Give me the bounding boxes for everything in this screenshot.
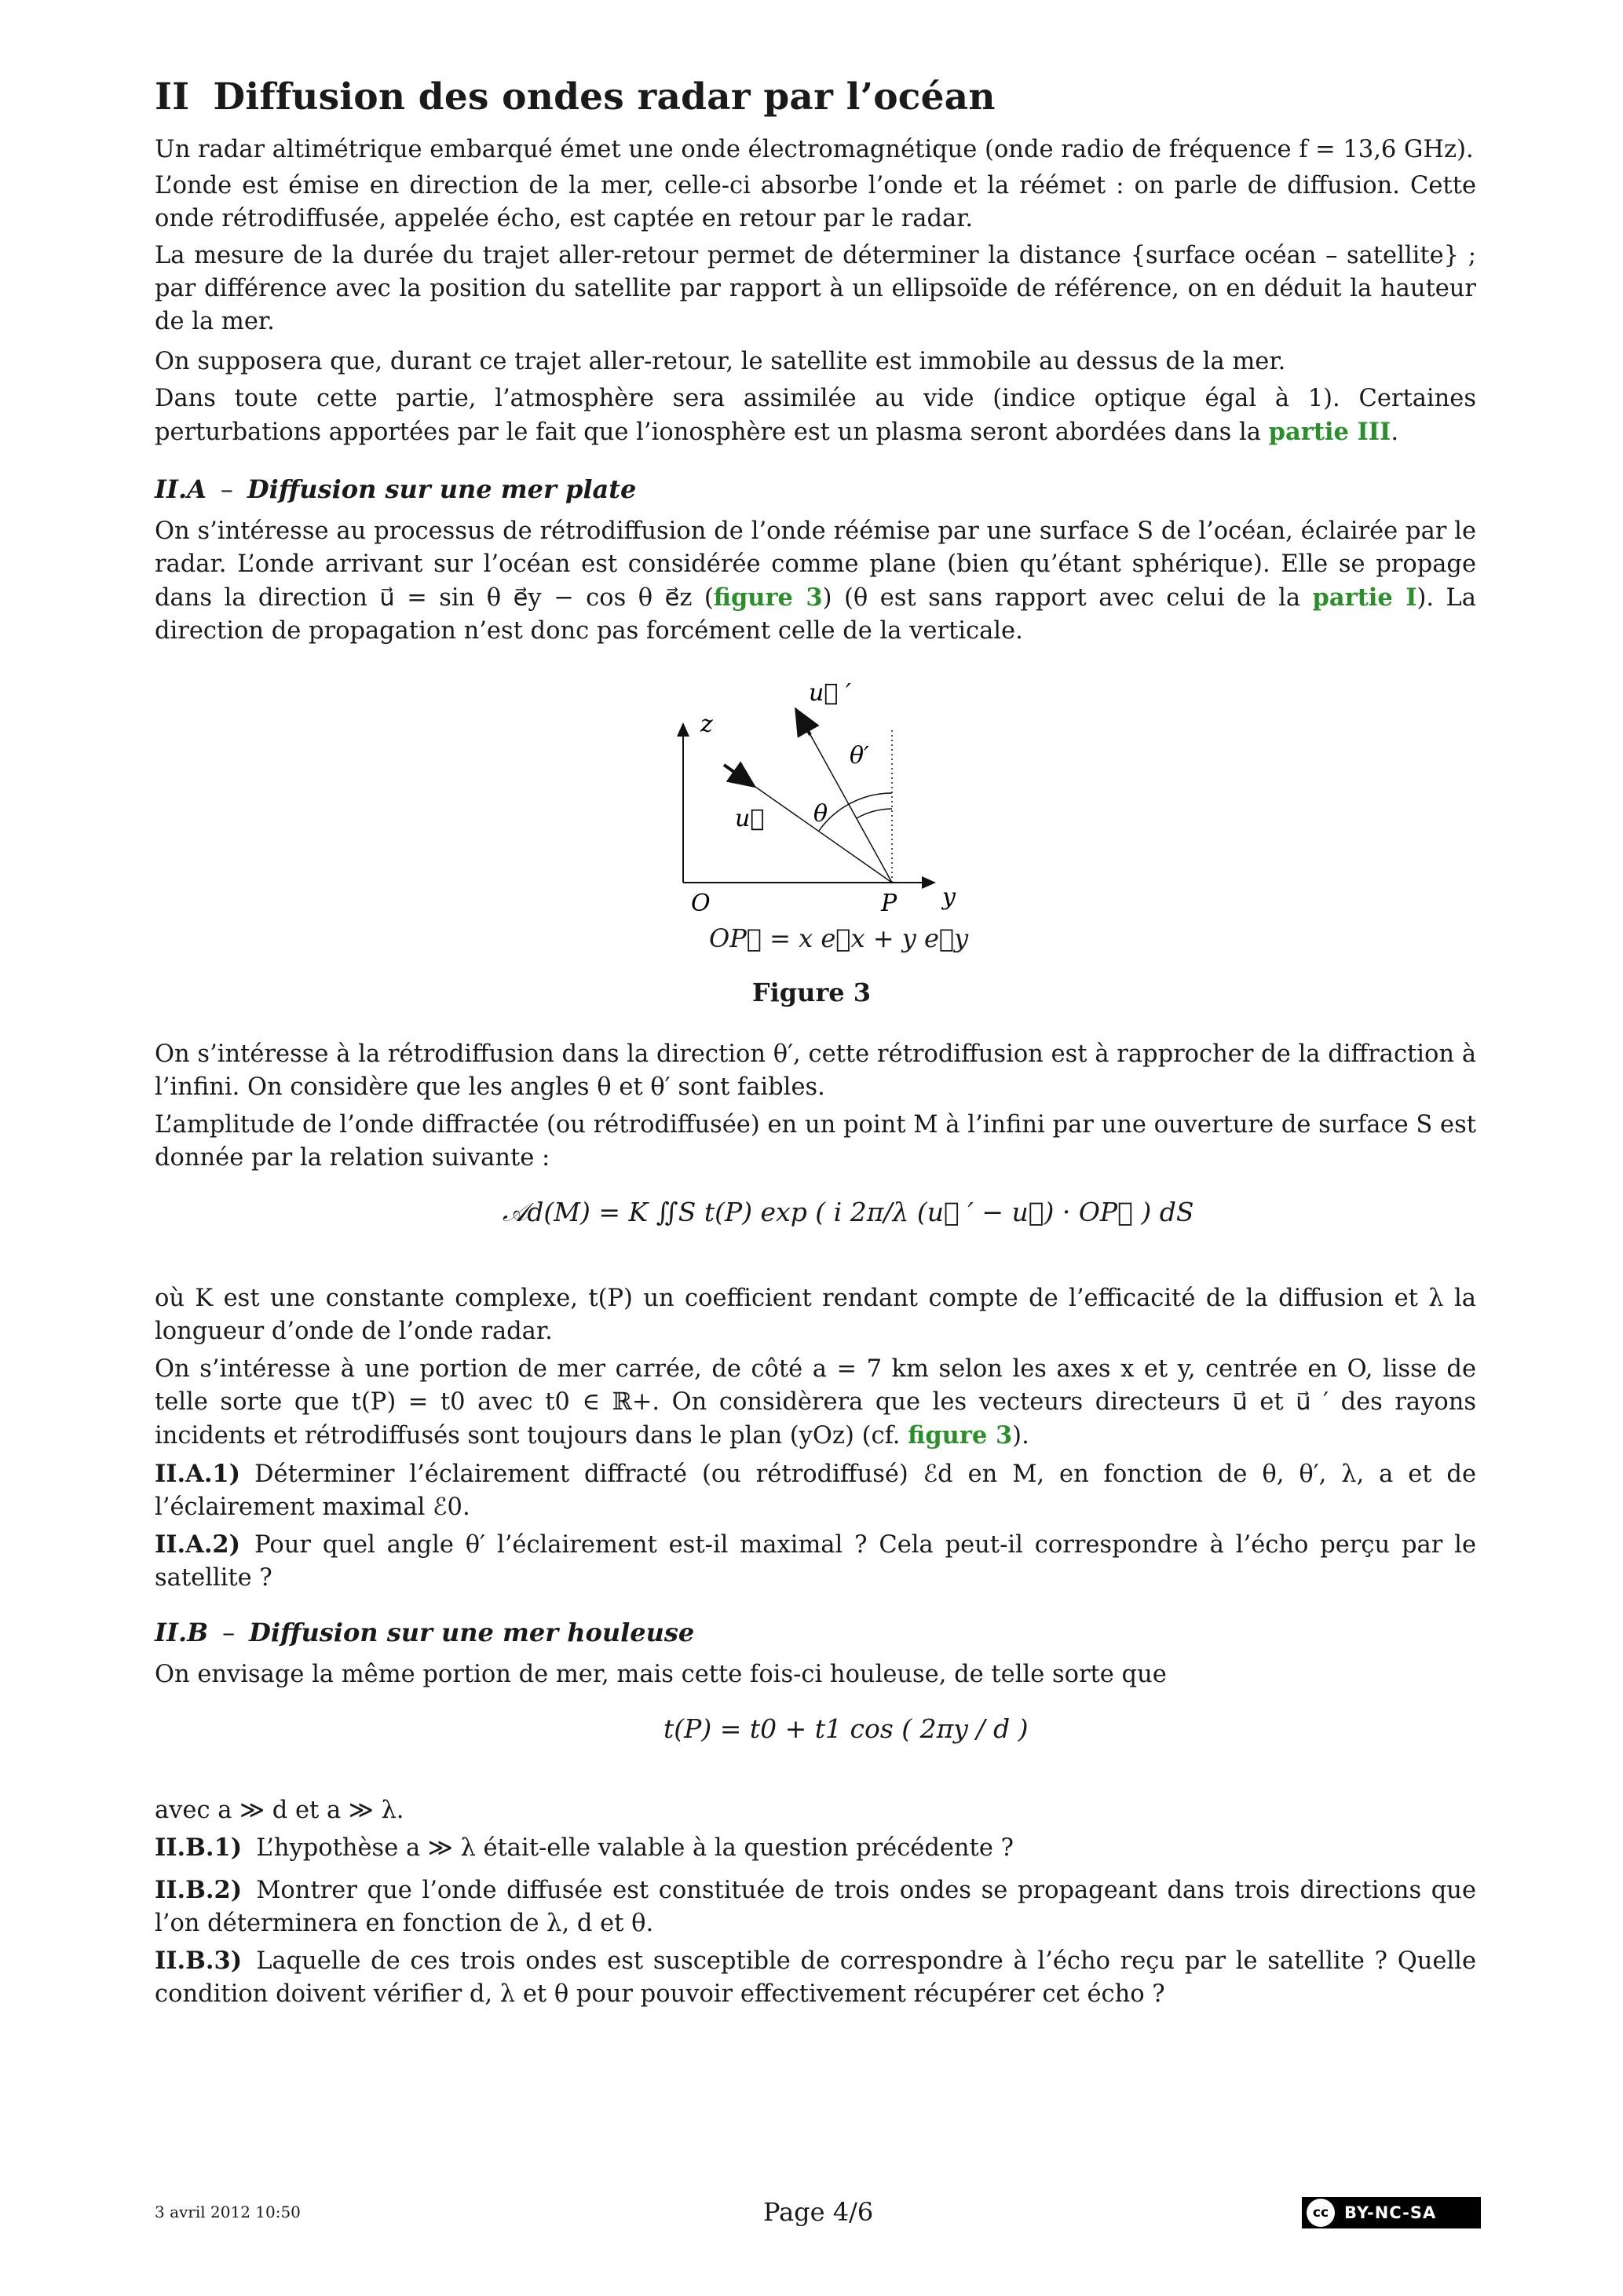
figure-3-caption: Figure 3 [751, 978, 872, 1007]
a-p1-text: On s’intéresse au processus de rétrodiffusion de l’onde réémise par une surface S de l’océan, éclairée par le radar. L’onde arrivant sur l’océan est considérée comme plane (bien qu’étant sphérique). Elle se propage dans la direction u⃗ = sin θ e⃗y − cos θ e⃗z ( [155, 517, 1476, 612]
label-y: y [942, 883, 956, 911]
houle-formula: t(P) = t0 + t1 cos ( 2πy / d ) [663, 1713, 1029, 1744]
question-IIA1-label: II.A.1) [155, 1460, 241, 1488]
section-a-paragraph-2: On s’intéresse à la rétrodiffusion dans la direction θ′, cette rétrodiffusion est à rapprocher de la diffraction à l’infini. On considère que les angles θ et θ′ sont faibles. [155, 1040, 1476, 1101]
question-IIB3-text: Laquelle de ces trois ondes est susceptible de correspondre à l’écho reçu par le satellite ? Quelle condition doivent vérifier d, λ et θ pour pouvoir effectivement récupérer cet écho ? [155, 1947, 1476, 2008]
subsection-a-dash: – [220, 474, 233, 504]
footer-date: 3 avril 2012 10:50 [155, 2203, 301, 2221]
link-partie-iii[interactable]: partie III [1268, 418, 1391, 446]
label-theta: θ [813, 800, 828, 828]
cc-icon: cc [1307, 2199, 1335, 2227]
u-vector-arrow [724, 765, 754, 786]
label-O: O [691, 890, 711, 917]
intro-paragraph-5 [155, 382, 1476, 449]
license-badge[interactable] [1302, 2197, 1481, 2228]
link-figure-3-ref[interactable]: figure 3 [908, 1421, 1013, 1450]
section-a-paragraph-5 [155, 1353, 1476, 1453]
question-IIB2-label: II.B.2) [155, 1876, 243, 1904]
intro-paragraph-1: Un radar altimétrique embarqué émet une onde électromagnétique (onde radio de fréquence f = 13,6 GHz). [155, 136, 1474, 163]
intro-paragraph-3: La mesure de la durée du trajet aller-retour permet de déterminer la distance {surface océan – satellite} ; par différence avec la position du satellite par rapport à un ellipsoïde de référence, on en déduit la hauteur de la mer. [155, 242, 1476, 335]
section-b-paragraph-1: On envisage la même portion de mer, mais cette fois-ci houleuse, de telle sorte que [155, 1661, 1167, 1688]
label-P: P [881, 890, 897, 917]
subsection-a-heading [155, 474, 636, 504]
link-figure-3[interactable]: figure 3 [713, 583, 823, 612]
question-IIB1-text: L’hypothèse a ≫ λ était-elle valable à la question précédente ? [256, 1834, 1014, 1862]
question-IIA2 [155, 1528, 1476, 1595]
question-IIA1-text: Déterminer l’éclairement diffracté (ou rétrodiffusé) ℰd en M, en fonction de θ, θ′, λ, a et de l’éclairement maximal ℰ0. [155, 1461, 1476, 1521]
section-a-paragraph-4: où K est une constante complexe, t(P) un coefficient rendant compte de l’efficacité de la diffusion et λ la longueur d’onde de l’onde radar. [155, 1285, 1476, 1345]
question-IIB1 [155, 1831, 1476, 1865]
question-IIB3-label: II.B.3) [155, 1947, 243, 1975]
subsection-b-title: Diffusion sur une mer houleuse [249, 1618, 695, 1647]
label-thetaprime: θ′ [850, 742, 869, 770]
question-IIB2 [155, 1874, 1476, 1940]
question-IIB2-text: Montrer que l’onde diffusée est constituée de trois ondes se propageant dans trois directions que l’on déterminera en fonction de λ, d et θ. [155, 1877, 1476, 1937]
intro-paragraph-4: On supposera que, durant ce trajet aller-retour, le satellite est immobile au dessus de la mer. [155, 348, 1286, 375]
thetaprime-arc [857, 809, 892, 818]
label-uprime: u⃗ ′ [809, 679, 851, 707]
a-p5-text: On s’intéresse à une portion de mer carrée, de côté a = 7 km selon les axes x et y, centrée en O, lisse de telle sorte que t(P) = t0 avec t0 ∈ ℝ+. On considèrera que les vecteurs directeurs u⃗ et u⃗ ′ des rayons incidents et rétrodiffusés sont toujours dans le plan (yOz) (cf. [155, 1355, 1476, 1450]
figure-3-equation: OP⃗ = x e⃗x + y e⃗y [709, 923, 969, 953]
intro-p5-end: . [1391, 419, 1399, 446]
theta-arc [819, 793, 892, 831]
subsection-a-title: Diffusion sur une mer plate [247, 474, 637, 504]
section-a-paragraph-1 [155, 515, 1476, 648]
section-number: II [155, 75, 190, 119]
question-IIA2-label: II.A.2) [155, 1530, 241, 1559]
subsection-b-number: II.B [155, 1618, 209, 1647]
question-IIB1-label: II.B.1) [155, 1834, 243, 1862]
section-title: Diffusion des ondes radar par l’océan [213, 75, 996, 119]
section-heading [155, 75, 996, 119]
a-p5-end: ). [1012, 1422, 1029, 1450]
subsection-a-number: II.A [155, 474, 207, 504]
intro-paragraph-2: L’onde est émise en direction de la mer, celle-ci absorbe l’onde et la réémet : on parle de diffusion. Cette onde rétrodiffusée, appelée écho, est captée en retour par le radar. [155, 172, 1476, 232]
subsection-b-dash: – [222, 1618, 236, 1647]
license-text: BY-NC-SA [1344, 2203, 1437, 2222]
section-b-paragraph-2: avec a ≫ d et a ≫ λ. [155, 1797, 404, 1824]
subsection-b-heading [155, 1618, 694, 1647]
question-IIA2-text: Pour quel angle θ′ l’éclairement est-il maximal ? Cela peut-il correspondre à l’écho perçu par le satellite ? [155, 1531, 1476, 1592]
amplitude-formula: 𝒜d(M) = K ∬S t(P) exp ( i 2π/λ (u⃗ ′ − u⃗) · OP⃗ ) dS [503, 1197, 1194, 1227]
section-a-paragraph-3: L’amplitude de l’onde diffractée (ou rétrodiffusée) en un point M à l’infini par une ouverture de surface S est donnée par la relation suivante : [155, 1111, 1476, 1172]
link-partie-i[interactable]: partie I [1312, 583, 1417, 612]
footer-page-number: Page 4/6 [763, 2197, 874, 2227]
uprime-vector-arrow [796, 710, 810, 735]
label-u: u⃗ [735, 805, 765, 832]
question-IIA1 [155, 1457, 1476, 1524]
a-p1-end: ). La direction de propagation n’est donc pas forcément celle de la verticale. [155, 584, 1476, 645]
label-z: z [700, 711, 713, 738]
question-IIB3 [155, 1944, 1476, 2011]
intro-p5-text: Dans toute cette partie, l’atmosphère sera assimilée au vide (indice optique égal à 1). Certaines perturbations apportées par le fait que l’ionosphère est un plasma seront abordées dans la [155, 385, 1476, 446]
a-p1-mid: ) (θ est sans rapport avec celui de la [822, 584, 1313, 612]
